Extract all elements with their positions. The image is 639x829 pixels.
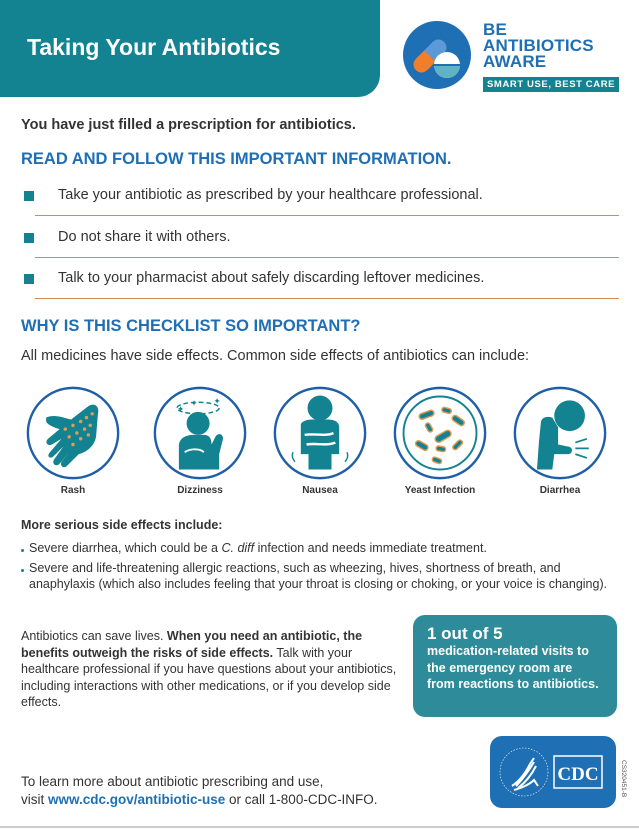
footer-line-1: To learn more about antibiotic prescribing and use, <box>21 774 324 789</box>
side-effect-rash <box>23 385 123 496</box>
logo-line-1: BE <box>483 20 508 39</box>
side-effects-lead: All medicines have side effects. Common side effects of antibiotics can include: <box>21 348 530 364</box>
checklist-item <box>22 180 619 222</box>
serious-item <box>21 540 621 556</box>
logo-tagline: SMART USE, BEST CARE <box>483 77 619 92</box>
logo-line-2: ANTIBIOTICS <box>483 36 594 55</box>
side-effect-label: Yeast Infection <box>404 485 476 496</box>
side-effect-dizziness <box>150 385 250 496</box>
side-effect-label: Diarrhea <box>539 485 581 496</box>
logo-wordmark <box>483 22 594 70</box>
side-effect-label: Dizziness <box>177 485 223 496</box>
square-bullet-icon <box>24 191 34 201</box>
benefit-text: Antibiotics can save lives. <box>21 629 167 643</box>
svg-text:CDC: CDC <box>557 764 599 785</box>
hhs-cdc-logo <box>490 736 616 808</box>
serious-item-text: Severe and life-threatening allergic reactions, such as wheezing, hives, shortness of breath, and anaphylaxis (which also includes feeling that your throat is closing or choking, or your voice is changing). <box>29 561 608 591</box>
intro-text: You have just filled a prescription for antibiotics. <box>21 117 356 133</box>
bullet-icon <box>21 569 24 572</box>
side-effect-diarrhea <box>510 385 610 496</box>
divider <box>35 257 619 258</box>
side-effect-label: Nausea <box>302 485 338 496</box>
svg-text:✦: ✦ <box>213 396 221 407</box>
yeast-infection-icon <box>392 385 488 481</box>
checklist-item-text: Talk to your pharmacist about safely discarding leftover medicines. <box>58 270 485 286</box>
checklist-item-text: Take your antibiotic as prescribed by your healthcare professional. <box>58 187 483 203</box>
logo-line-3: AWARE <box>483 52 547 71</box>
footer-call-text: or call 1-800-CDC-INFO. <box>225 792 378 807</box>
benefit-text: Talk with your healthcare professional if you have questions about your antibiotics, including interactions with other medications, or if you develop side effects. <box>21 645 397 709</box>
checklist <box>22 180 619 305</box>
bottom-divider <box>0 826 639 828</box>
stat-description: medication-related visits to the emergency room are from reactions to antibiotics. <box>427 644 599 691</box>
square-bullet-icon <box>24 274 34 284</box>
header-banner <box>0 0 380 97</box>
benefit-bold-text: When you need an antibiotic, the benefits outweigh the risks of side effects. <box>21 629 363 660</box>
be-antibiotics-aware-logo <box>402 20 632 100</box>
section2-heading: WHY IS THIS CHECKLIST SO IMPORTANT? <box>21 317 361 335</box>
rash-hand-icon <box>25 385 121 481</box>
hhs-eagle-icon <box>490 736 616 808</box>
checklist-item-text: Do not share it with others. <box>58 228 231 245</box>
footer-visit-text: visit <box>21 792 48 807</box>
footer-text <box>21 773 378 809</box>
dizziness-person-icon <box>152 385 248 481</box>
benefit-paragraph <box>21 628 401 711</box>
cdiff-italic: C. diff <box>221 541 255 555</box>
document-code: CS320451-B <box>620 760 627 798</box>
stat-callout <box>413 615 617 717</box>
serious-list <box>21 540 621 596</box>
side-effect-label: Rash <box>60 485 86 496</box>
divider <box>35 298 619 299</box>
side-effect-yeast-infection <box>390 385 490 496</box>
svg-text:✦: ✦ <box>176 403 185 414</box>
checklist-item <box>22 263 619 305</box>
divider <box>35 215 619 216</box>
section1-heading: READ AND FOLLOW THIS IMPORTANT INFORMATION. <box>21 150 452 168</box>
nausea-person-icon <box>272 385 368 481</box>
checklist-item <box>22 222 619 264</box>
square-bullet-icon <box>24 233 34 243</box>
serious-item <box>21 560 621 592</box>
pill-and-flask-icon <box>402 20 472 90</box>
bullet-icon <box>21 549 24 552</box>
diarrhea-person-icon <box>512 385 608 481</box>
serious-item-text: infection and needs immediate treatment. <box>254 541 487 555</box>
serious-heading: More serious side effects include: <box>21 518 223 532</box>
stat-number: 1 out of 5 <box>427 624 503 643</box>
cdc-link[interactable]: www.cdc.gov/antibiotic-use <box>48 792 226 807</box>
svg-text:✦: ✦ <box>190 398 198 409</box>
serious-item-text: Severe diarrhea, which could be a <box>29 541 222 555</box>
footer-line-2 <box>21 791 378 809</box>
side-effect-nausea <box>270 385 370 496</box>
page-title: Taking Your Antibiotics <box>27 34 281 60</box>
